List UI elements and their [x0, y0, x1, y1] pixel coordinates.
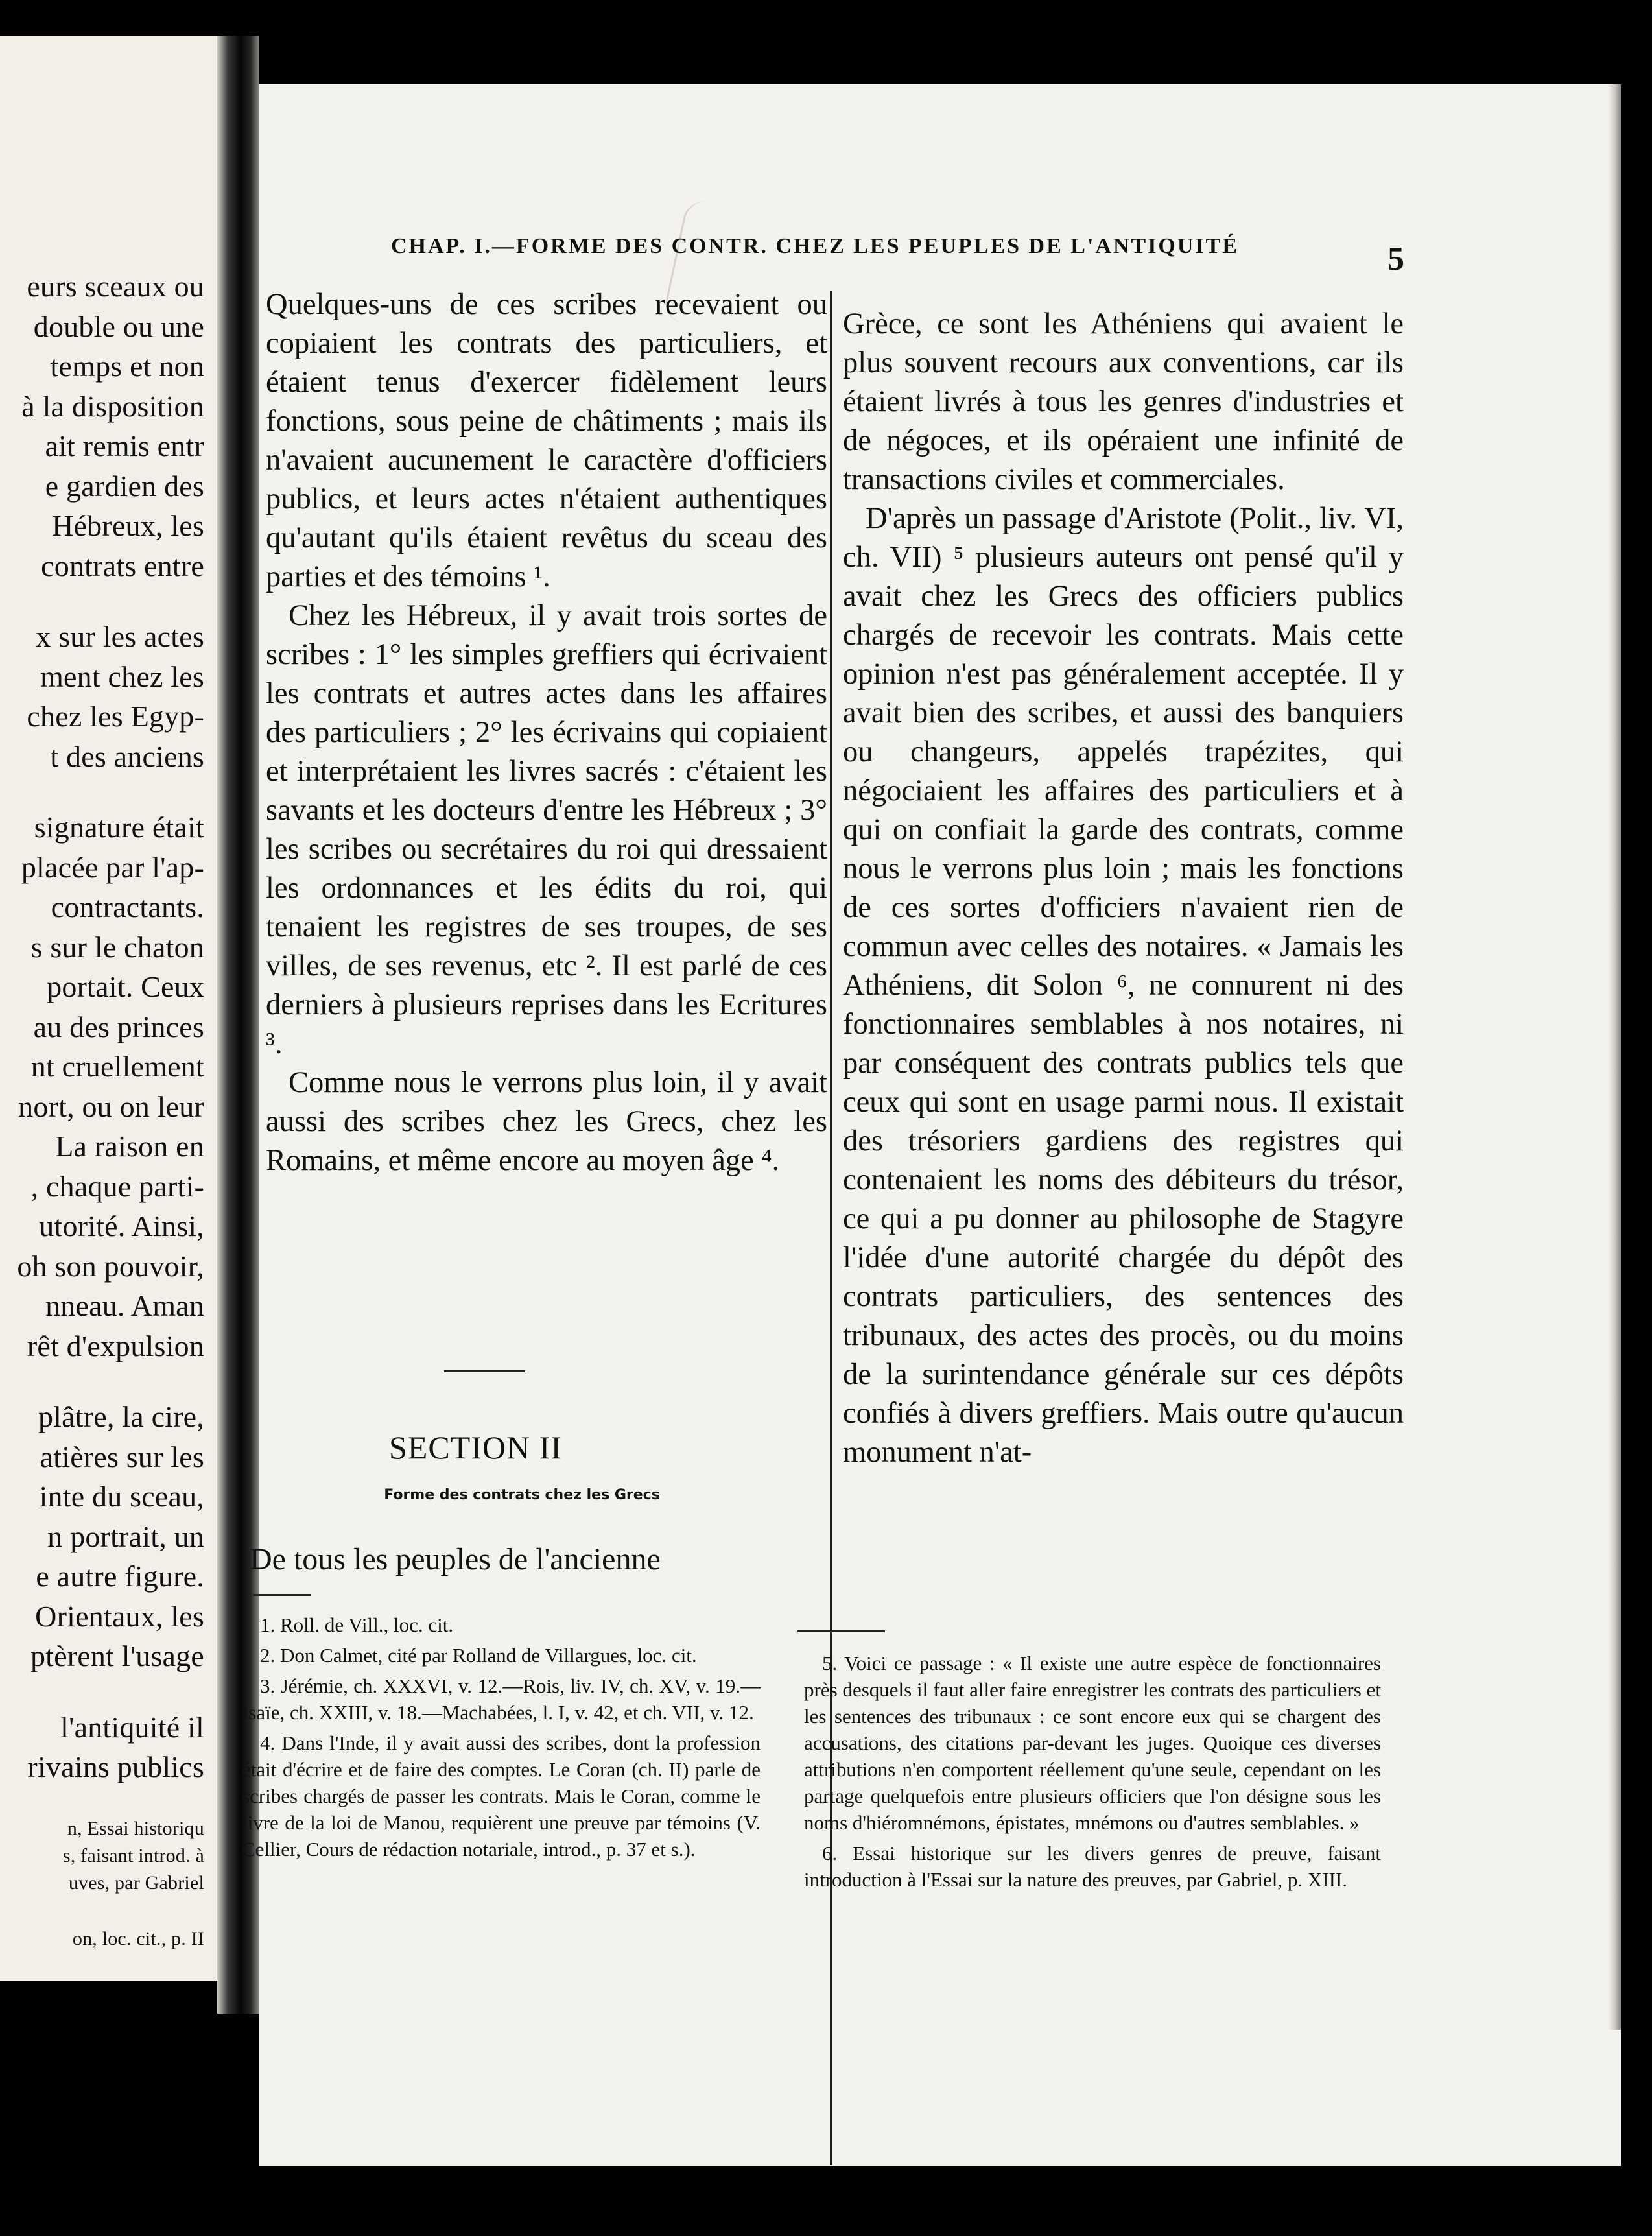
paragraph: Grèce, ce sont les Athéniens qui avaient le plus souvent recours aux conventions, car ils étaient livrés à tous les genres d'industries et de négoces, et ils opéraient une infinité de transactions civiles et commerciales. [843, 307, 1404, 496]
left-page-line: rêt d'expulsion [27, 1329, 204, 1362]
footnote-rule [253, 1594, 311, 1596]
left-page-footnote-line: uves, par Gabriel [68, 1872, 204, 1894]
left-page-line: plâtre, la cire, [38, 1400, 204, 1433]
left-page-line: , chaque parti- [30, 1169, 204, 1203]
left-page-line: s sur le chaton [30, 930, 204, 964]
paragraph: Quelques-uns de ces scribes recevaient ou copiaient les contrats des particuliers, et étaient tenus d'exercer fidèlement leurs fonctions, sous peine de châtiments ; mais ils n'avaient aucunement le caractère d'officiers publics, et leurs actes n'étaient authentiques qu'autant qu'ils étaient revêtus du sceau des parties et des témoins ¹. [266, 288, 827, 593]
footnotes-column-1 [242, 1612, 761, 1866]
column-1-text [266, 285, 827, 1180]
footnote: 6. Essai historique sur les divers genres de preuve, faisant introduction à l'Essai sur la nature des preuves, par Gabriel, p. XIII. [804, 1842, 1381, 1891]
left-page-line: l'antiquité il [60, 1710, 204, 1744]
left-page-line: placée par l'ap- [21, 850, 204, 884]
footnote: 5. Voici ce passage : « Il existe une autre espèce de fonctionnaires près desquels il faut aller faire enregistrer les contrats des particuliers et les sentences des tribunaux : ce sont encore eux qui se chargent des accusations, des citations par-devant les juges. Quoique ces diverses attributions n'en comportent réellement qu'une seule, cependant on les partage quelquefois entre plusieurs officiers que l'on désigne sous les noms d'hiéromnémons, épistates, mnémons ou d'autres semblables. » [804, 1652, 1381, 1834]
footnote: 2. Don Calmet, cité par Rolland de Villargues, loc. cit. [260, 1644, 697, 1667]
left-page-line: inte du sceau, [39, 1480, 204, 1513]
paragraph: D'après un passage d'Aristote (Polit., liv. VI, ch. VII) ⁵ plusieurs auteurs ont pensé qu'il y avait chez les Grecs des officiers publics chargés de recevoir les contrats. Mais cette opinion n'est pas généralement acceptée. Il y avait bien des scribes, et aussi des banquiers ou changeurs, appelés trapézites, qui négociaient les affaires des particuliers et à qui on confiait la garde des contrats, comme nous le verrons plus loin ; mais les fonctions de ces sortes d'officiers n'avaient rien de commun avec celles des notaires. « Jamais les Athéniens, dit Solon ⁶, ne connurent ni des fonctionnaires semblables à nos notaires, ni par conséquent des contrats publics tels que ceux qui sont en usage parmi nous. Il existait des trésoriers gardiens des registres qui contenaient les noms des débiteurs du trésor, ce qui a pu donner au philosophe de Stagyre l'idée d'une autorité chargée du dépôt des contrats particuliers, des sentences des tribunaux, des actes des procès, ou du moins de la surintendance générale sur ces dépôts confiés à divers greffiers. Mais outre qu'aucun monument n'at- [843, 502, 1404, 1469]
left-page-line: ptèrent l'usage [30, 1639, 204, 1672]
left-page-line: Hébreux, les [52, 509, 204, 542]
paragraph: Chez les Hébreux, il y avait trois sortes de scribes : 1° les simples greffiers qui écrivaient les contrats et autres actes dans les affaires des particuliers ; 2° les écrivains qui copiaient et interprétaient les livres sacrés : c'étaient les savants et les docteurs d'entre les Hébreux ; 3° les scribes ou secrétaires du roi qui dressaient les ordonnances et les édits du roi, qui tenaient les registres de ses troupes, de ses villes, de ses revenus, etc ². Il est parlé de ces derniers à plusieurs reprises dans les Ecritures ³. [266, 599, 827, 1060]
left-page-line: utorité. Ainsi, [39, 1209, 204, 1243]
section-title: SECTION II [389, 1429, 562, 1466]
footnote: 3. Jérémie, ch. XXXVI, v. 12.—Rois, liv. IV, ch. XV, v. 19.—Isaïe, ch. XXIII, v. 18.—Machabées, l. I, v. 42, et ch. VII, v. 12. [242, 1674, 761, 1724]
left-page-line: oh son pouvoir, [17, 1249, 204, 1283]
footnote: 1. Roll. de Vill., loc. cit. [260, 1613, 454, 1636]
footnote-rule [797, 1630, 885, 1632]
left-page-line: x sur les actes [36, 620, 204, 653]
left-page-line: double ou une [33, 309, 204, 343]
left-page-line: t des anciens [50, 739, 204, 773]
left-page-footnote-line: s, faisant introd. à [62, 1845, 204, 1866]
left-page-line: au des princes [33, 1010, 204, 1043]
paragraph: Comme nous le verrons plus loin, il y avait aussi des scribes chez les Grecs, chez les Romains, et même encore au moyen âge ⁴. [266, 1066, 827, 1177]
left-page-footnote-line: on, loc. cit., p. II [72, 1928, 204, 1949]
section-divider [444, 1370, 525, 1372]
left-page-line: Orientaux, les [35, 1599, 204, 1633]
footnotes-column-2 [804, 1650, 1381, 1897]
page-edge [1608, 84, 1621, 2030]
left-page-fragment [0, 36, 217, 1981]
left-page-line: portait. Ceux [47, 970, 204, 1003]
left-page-line: à la disposition [21, 389, 204, 423]
left-page-line: e autre figure. [36, 1560, 204, 1593]
section-subtitle: Forme des contrats chez les Grecs [384, 1487, 660, 1503]
left-page-line: La raison en [55, 1130, 204, 1163]
left-page-line: temps et non [50, 350, 204, 383]
left-page-line: chez les Egyp- [27, 700, 204, 733]
running-title: CHAP. I.—FORME DES CONTR. CHEZ LES PEUPLES DE L'ANTIQUITÉ [391, 234, 1240, 258]
left-page-line: contractants. [51, 890, 204, 923]
left-page-line: e gardien des [45, 469, 204, 503]
left-page-line: signature était [34, 811, 204, 844]
page-number: 5 [1387, 241, 1404, 278]
left-page-line: atières sur les [40, 1440, 204, 1473]
left-page-line: rivains publics [27, 1750, 204, 1783]
left-page-line: eurs sceaux ou [27, 270, 204, 303]
left-page-line: n portrait, un [47, 1519, 204, 1553]
left-page-line: nt cruellement [30, 1050, 204, 1083]
left-page-line: nort, ou on leur [18, 1089, 204, 1123]
left-page-footnote-line: n, Essai historiqu [67, 1818, 204, 1839]
left-page-line: ment chez les [40, 660, 204, 693]
section-first-line: De tous les peuples de l'ancienne [250, 1542, 661, 1576]
left-page-line: contrats entre [41, 549, 204, 582]
footnote: 4. Dans l'Inde, il y avait aussi des scribes, dont la profession était d'écrire et de faire des comptes. Le Coran (ch. II) parle de scribes chargés de passer les contrats. Mais le Coran, comme le livre de la loi de Manou, requièrent une preuve par témoins (V. Cellier, Cours de rédaction notariale, introd., p. 37 et s.). [242, 1731, 761, 1861]
left-page-line: ait remis entr [45, 429, 204, 462]
column-2-text [843, 305, 1404, 1472]
left-page-line: nneau. Aman [45, 1289, 204, 1322]
